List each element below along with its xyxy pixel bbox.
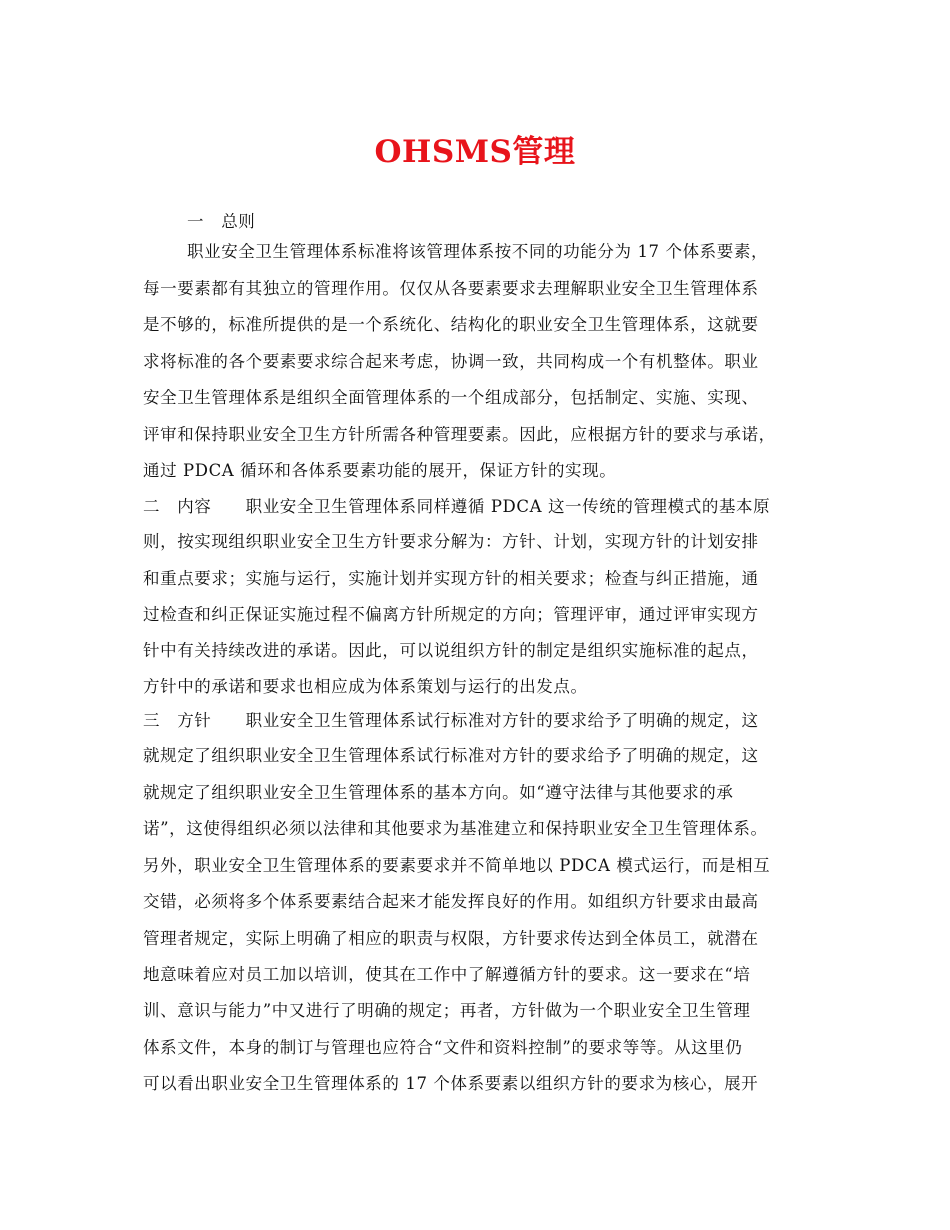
section-heading-content: 二 内容 职业安全卫生管理体系同样遵循 PDCA 这一传统的管理模式的基本原 (143, 497, 771, 516)
paragraph-line: 每一要素都有其独立的管理作用。仅仅从各要素要求去理解职业安全卫生管理体系 (143, 279, 759, 298)
paragraph-line: 针中有关持续改进的承诺。因此，可以说组织方针的制定是组织实施标准的起点， (143, 641, 759, 660)
paragraph-line: 过检查和纠正保证实施过程不偏离方针所规定的方向；管理评审，通过评审实现方 (143, 605, 759, 624)
paragraph-line: 可以看出职业安全卫生管理体系的 17 个体系要素以组织方针的要求为核心，展开 (143, 1074, 759, 1093)
paragraph-line: 地意味着应对员工加以培训，使其在工作中了解遵循方针的要求。这一要求在“培 (143, 965, 751, 984)
paragraph-line: 是不够的，标准所提供的是一个系统化、结构化的职业安全卫生管理体系，这就要 (143, 315, 759, 334)
paragraph-line: 就规定了组织职业安全卫生管理体系的基本方向。如“遵守法律与其他要求的承 (143, 783, 734, 802)
paragraph-line: 管理者规定，实际上明确了相应的职责与权限，方针要求传达到全体员工，就潜在 (143, 929, 759, 948)
paragraph-line: 方针中的承诺和要求也相应成为体系策划与运行的出发点。 (143, 677, 588, 696)
document-title: OHSMS管理 (374, 134, 576, 170)
paragraph-line: 职业安全卫生管理体系标准将该管理体系按不同的功能分为 17 个体系要素， (187, 242, 769, 261)
paragraph-line: 和重点要求；实施与运行，实施计划并实现方针的相关要求；检查与纠正措施，通 (143, 569, 759, 588)
paragraph-line: 则，按实现组织职业安全卫生方针要求分解为：方针、计划，实现方针的计划安排 (143, 532, 759, 551)
section-heading-policy: 三 方针 职业安全卫生管理体系试行标准对方针的要求给予了明确的规定，这 (143, 711, 759, 730)
paragraph-line: 求将标准的各个要素要求综合起来考虑，协调一致，共同构成一个有机整体。职业 (143, 352, 759, 371)
paragraph-line: 体系文件，本身的制订与管理也应符合“文件和资料控制”的要求等等。从这里仍 (143, 1038, 743, 1057)
paragraph-line: 就规定了组织职业安全卫生管理体系试行标准对方针的要求给予了明确的规定，这 (143, 746, 759, 765)
paragraph-line: 通过 PDCA 循环和各体系要素功能的展开，保证方针的实现。 (143, 461, 617, 480)
paragraph-line: 训、意识与能力”中又进行了明确的规定；再者，方针做为一个职业安全卫生管理 (143, 1001, 751, 1020)
paragraph-line: 另外，职业安全卫生管理体系的要素要求并不简单地以 PDCA 模式运行，而是相互 (143, 856, 771, 875)
paragraph-line: 交错，必须将多个体系要素结合起来才能发挥良好的作用。如组织方针要求由最高 (143, 892, 759, 911)
section-heading-general: 一 总则 (187, 212, 256, 231)
paragraph-line: 诺”，这使得组织必须以法律和其他要求为基准建立和保持职业安全卫生管理体系。 (143, 819, 768, 838)
paragraph-line: 安全卫生管理体系是组织全面管理体系的一个组成部分，包括制定、实施、实现、 (143, 388, 759, 407)
paragraph-line: 评审和保持职业安全卫生方针所需各种管理要素。因此，应根据方针的要求与承诺， (143, 425, 776, 444)
